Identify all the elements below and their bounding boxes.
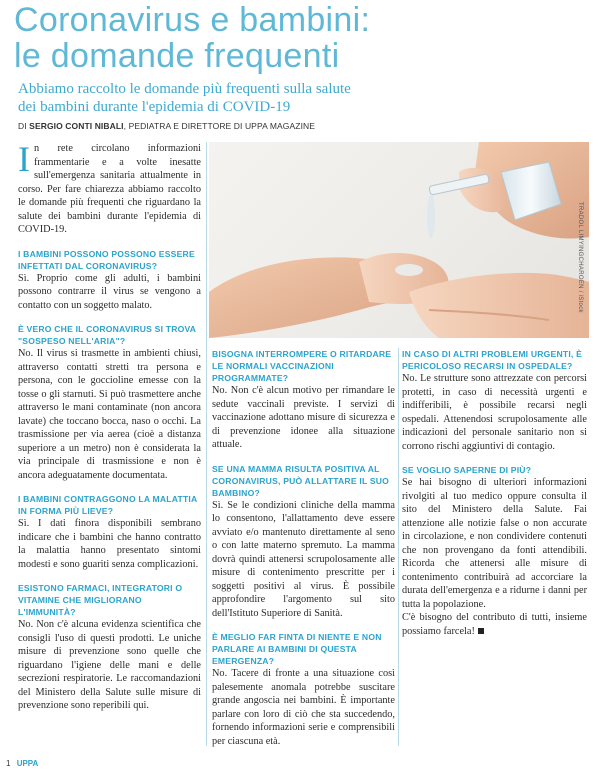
question-9: SE VOGLIO SAPERNE DI PIÙ?: [402, 465, 532, 475]
subtitle-line-1: Abbiamo raccolto le domande più frequenti sulla salute: [18, 81, 351, 97]
byline-role: , PEDIATRA E DIRETTORE DI UPPA MAGAZINE: [123, 121, 316, 131]
article-title: [14, 2, 594, 74]
answer-9: Se hai bisogno di ulteriori informazioni rivolgiti al tuo medico oppure consulta il sito del Ministero della Salute. Fai attenzione alle notizie false o non accurate in circolazione, e non condividere contenuti che non provengano da fonti attendibili. Ricorda che attenersi alle misure di contenimento contribuirà ad accorciare la durata dell'emergenza e a ridurne i danni per tutta la popolazione.: [402, 477, 587, 610]
answer-5: No. Non c'è alcun motivo per rimandare le sedute vaccinali previste. I servizi di vaccinazione adottano misure di sicurezza e di prevenzione idonee alla situazione attuale.: [212, 385, 395, 450]
answer-3: Sì. I dati finora disponibili sembrano indicare che i bambini che hanno contratto la malattia hanno presentato sintomi modesti e sono guariti senza complicazioni.: [18, 518, 201, 570]
answer-7: No. Tacere di fronte a una situazione così palesemente anomala potrebbe suscitare grande angoscia nei bambini. È importante parlare con loro di ciò che sta succedendo, fornendo informazioni serie e comprensibili per ciascuna età.: [212, 668, 395, 747]
subtitle-line-2: dei bambini durante l'epidemia di COVID-19: [18, 99, 291, 115]
byline-prefix: DI: [18, 121, 27, 131]
closing-line: [402, 611, 587, 638]
article-column-3: [402, 348, 587, 638]
page-footer: [6, 759, 38, 768]
closing-text: C'è bisogno del contributo di tutti, insieme possiamo farcela!: [402, 612, 587, 637]
answer-1: Sì. Proprio come gli adulti, i bambini possono contrarre il virus se vengono a contatto con un soggetto malato.: [18, 272, 201, 311]
question-5: BISOGNA INTERROMPERE O RITARDARE LE NORMALI VACCINAZIONI PROGRAMMATE?: [212, 349, 392, 383]
end-mark-icon: [478, 628, 484, 634]
photo-credit: TRADOL LIMYINGCHAROEN / iStock: [577, 202, 583, 313]
intro-text: n rete circolano informazioni frammentarie e a volte inesatte sull'emergenza sanitaria attualmente in corso. Per fare chiarezza abbiamo raccolto le domande più frequenti che riguardano la salute dei bambini durante l'epidemia di COVID-19.: [18, 143, 201, 235]
question-6: SE UNA MAMMA RISULTA POSITIVA AL CORONAVIRUS, PUÒ ALLATTARE IL SUO BAMBINO?: [212, 463, 390, 498]
article-subtitle: [18, 80, 578, 116]
answer-2: No. Il virus si trasmette in ambienti chiusi, attraverso contatti stretti tra persona e persona, con le goccioline emesse con la tosse o gli starnuti. Si può trasmettere anche attraverso le mani contaminate (non ancora lavate) che toccano bocca, naso o occhi. La trasmissione per via aerea (cioè a distanza superiore a un metro) non è considerata la via principale di trasmissione e non è ancora adeguatamente documentata.: [18, 348, 201, 481]
article-column-2: [212, 348, 395, 748]
title-line-1: Coronavirus e bambini:: [14, 1, 371, 39]
article-column-1: [18, 139, 201, 713]
answer-6: Sì. Se le condizioni cliniche della mamma lo consentono, l'allattamento deve essere avviato e/o mantenuto direttamente al seno o con latte materno spremuto. La mamma dovrà quindi attenersi scrupolosamente alle misure di contenimento prescritte per i soggetti positivi al virus. È possibile approfondire l'argomento sul sito dell'Istituto Superiore di Sanità.: [212, 499, 395, 619]
question-3: I BAMBINI CONTRAGGONO LA MALATTIA IN FORMA PIÙ LIEVE?: [18, 494, 198, 516]
byline: [18, 121, 578, 131]
answer-4: No. Non c'è alcuna evidenza scientifica che consigli l'uso di questi prodotti. Le uniche misure di prevenzione sono quelle che riguardano l'igiene delle mani e delle secrezioni respiratorie. Le raccomandazioni del Ministero della Salute sulle misure di prevenzione sono reperibili qui.: [18, 619, 201, 711]
intro-paragraph: [18, 139, 201, 237]
question-8: IN CASO DI ALTRI PROBLEMI URGENTI, È PERICOLOSO RECARSI IN OSPEDALE?: [402, 349, 583, 371]
hand-sanitizer-photo: [209, 142, 589, 338]
answer-8: No. Le strutture sono attrezzate con percorsi protetti, in caso di necessità urgenti e indifferibili, è possibile recarsi negli ospedali. Attenendosi scrupolosamente alle indicazioni del personale sanitario non si corrono rischi aggiuntivi di contagio.: [402, 373, 587, 452]
magazine-brand: UPPA: [16, 759, 39, 768]
column-divider-2: [398, 348, 399, 746]
question-1: I BAMBINI POSSONO POSSONO ESSERE INFETTATI DAL CORONAVIRUS?: [18, 248, 195, 271]
drop-cap: I: [18, 139, 30, 179]
column-divider-1: [206, 142, 207, 746]
question-2: È VERO CHE IL CORONAVIRUS SI TROVA "SOSPESO NELL'ARIA"?: [18, 324, 196, 346]
question-4: ESISTONO FARMACI, INTEGRATORI O VITAMINE CHE MIGLIORANO L'IMMUNITÀ?: [18, 583, 183, 617]
question-7: È MEGLIO FAR FINTA DI NIENTE E NON PARLARE AI BAMBINI DI QUESTA EMERGENZA?: [212, 632, 382, 666]
byline-author: SERGIO CONTI NIBALI: [29, 121, 124, 131]
photo-illustration: [209, 142, 589, 338]
page-number: 1: [6, 759, 11, 768]
title-line-2: le domande frequenti: [14, 37, 340, 75]
